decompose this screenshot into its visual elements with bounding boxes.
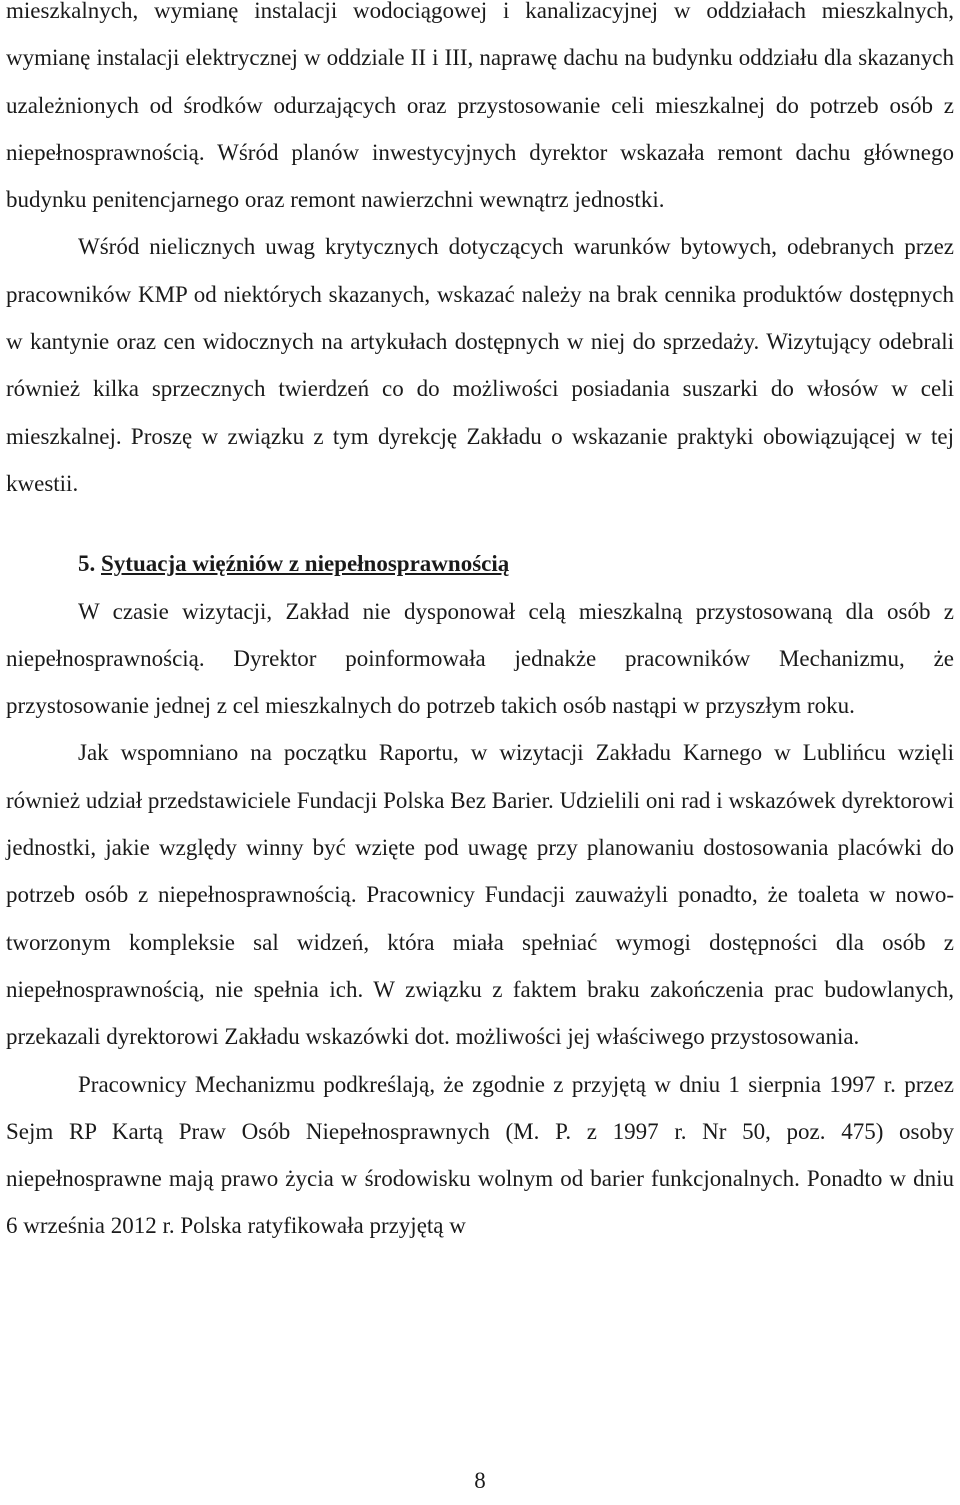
document-page <box>6 0 954 1250</box>
paragraph-living-conditions-remarks: Wśród nielicznych uwag krytycznych dotyczących warunków bytowych, odebranych przez pracowników KMP od niektórych skazanych, wskazać należy na brak cennika produktów dostępnych w kantynie oraz cen widocznych na artykułach dostępnych w niej do sprzedaży. Wizytujący odebrali również kilka sprzecznych twierdzeń co do możliwości posiadania suszarki do włosów w celi mieszkalnej. Proszę w związku z tym dyrekcję Zakładu o wskazanie praktyki obowiązującej w tej kwestii. <box>6 234 954 496</box>
paragraph-no-adapted-cell: W czasie wizytacji, Zakład nie dysponował celą mieszkalną przystosowaną dla osób z niepełnosprawnością. Dyrektor poinformowała jednakże pracowników Mechanizmu, że przystosowanie jednej z cel mieszkalnych do potrzeb takich osób nastąpi w przyszłym roku. <box>6 598 954 719</box>
page-number: 8 <box>474 1468 486 1493</box>
section-heading <box>6 540 954 587</box>
paragraph-foundation-advice: Jak wspomniano na początku Raportu, w wizytacji Zakładu Karnego w Lublińcu wzięli również udział przedstawiciele Fundacji Polska Bez Barier. Udzielili oni rad i wskazówek dyrektorowi jednostki, jakie względy winny być wzięte pod uwagę przy planowaniu dostosowania placówki do potrzeb osób z niepełnosprawnością. Pracownicy Fundacji zauważyli ponadto, że toaleta w nowo-tworzonym kompleksie sal widzeń, która miała spełniać wymogi dostępności dla osób z niepełnosprawnością, nie spełnia ich. W związku z faktem braku zakończenia prac budowlanych, przekazali dyrektorowi Zakładu wskazówki dot. możliwości jej właściwego przystosowania. <box>6 740 954 1050</box>
section-number: 5. <box>78 551 96 577</box>
section-title: Sytuacja więźniów z niepełnosprawnością <box>101 551 510 577</box>
paragraph-continuation: mieszkalnych, wymianę instalacji wodociągowej i kanalizacyjnej w oddziałach mieszkalnych, wymianę instalacji elektrycznej w oddziale II i III, naprawę dachu na budynku oddziału dla skazanych uzależnionych od środków odurzających oraz przystosowanie celi mieszkalnej do potrzeb osób z niepełnosprawnością. Wśród planów inwestycyjnych dyrektor wskazała remont dachu głównego budynku penitencjarnego oraz remont nawierzchni wewnątrz jednostki. <box>6 0 954 213</box>
paragraph-rights-charter: Pracownicy Mechanizmu podkreślają, że zgodnie z przyjętą w dniu 1 sierpnia 1997 r. przez Sejm RP Kartą Praw Osób Niepełnosprawnych (M. P. z 1997 r. Nr 50, poz. 475) osoby niepełnosprawne mają prawo życia w środowisku wolnym od barier funkcjonalnych. Ponadto w dniu 6 września 2012 r. Polska ratyfikowała przyjętą w <box>6 1071 954 1239</box>
